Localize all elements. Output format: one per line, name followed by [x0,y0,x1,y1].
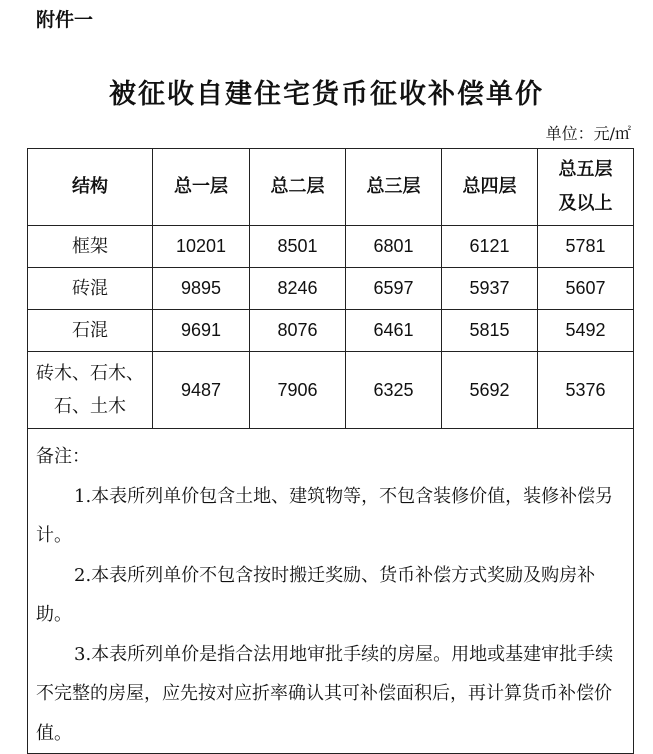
notes-heading: 备注： [36,446,90,467]
compensation-price-table [27,148,634,754]
price-cell: 8246 [250,268,346,310]
table-row [28,310,634,352]
table-header-row [28,149,634,226]
table-row [28,352,634,429]
structure-cell: 石混 [28,310,153,352]
price-cell: 5937 [442,268,538,310]
notes-cell [28,429,634,754]
price-cell: 6121 [442,226,538,268]
price-cell: 7906 [250,352,346,429]
header-floor-2: 总二层 [250,149,346,226]
structure-cell: 框架 [28,226,153,268]
price-cell: 10201 [153,226,250,268]
structure-cell: 砖混 [28,268,153,310]
price-cell: 9895 [153,268,250,310]
attachment-label: 附件一 [36,9,94,31]
price-cell: 5492 [538,310,634,352]
structure-cell: 砖木、石木、石、土木 [28,352,153,429]
header-structure: 结构 [28,149,153,226]
note-item: 3.本表所列单价是指合法用地审批手续的房屋。用地或基建审批手续不完整的房屋，应先按对应折率确认其可补偿面积后，再计算货币补偿价值。 [36,643,614,744]
price-cell: 9487 [153,352,250,429]
price-cell: 5815 [442,310,538,352]
price-cell: 5607 [538,268,634,310]
price-cell: 5376 [538,352,634,429]
price-cell: 5692 [442,352,538,429]
price-cell: 8076 [250,310,346,352]
price-cell: 6325 [346,352,442,429]
header-floor-5-plus: 总五层及以上 [538,149,634,226]
unit-label: 单位：元/㎡ [545,124,631,143]
table-row [28,226,634,268]
page-title: 被征收自建住宅货币征收补偿单价 [109,79,544,110]
note-item: 1.本表所列单价包含土地、建筑物等，不包含装修价值，装修补偿另计。 [36,485,614,546]
header-floor-1: 总一层 [153,149,250,226]
price-cell: 6801 [346,226,442,268]
price-cell: 8501 [250,226,346,268]
header-floor-3: 总三层 [346,149,442,226]
note-item: 2.本表所列单价不包含按时搬迁奖励、货币补偿方式奖励及购房补助。 [36,564,596,625]
price-cell: 9691 [153,310,250,352]
price-cell: 6461 [346,310,442,352]
header-floor-4: 总四层 [442,149,538,226]
notes-row [28,429,634,754]
table-row [28,268,634,310]
price-cell: 6597 [346,268,442,310]
price-cell: 5781 [538,226,634,268]
